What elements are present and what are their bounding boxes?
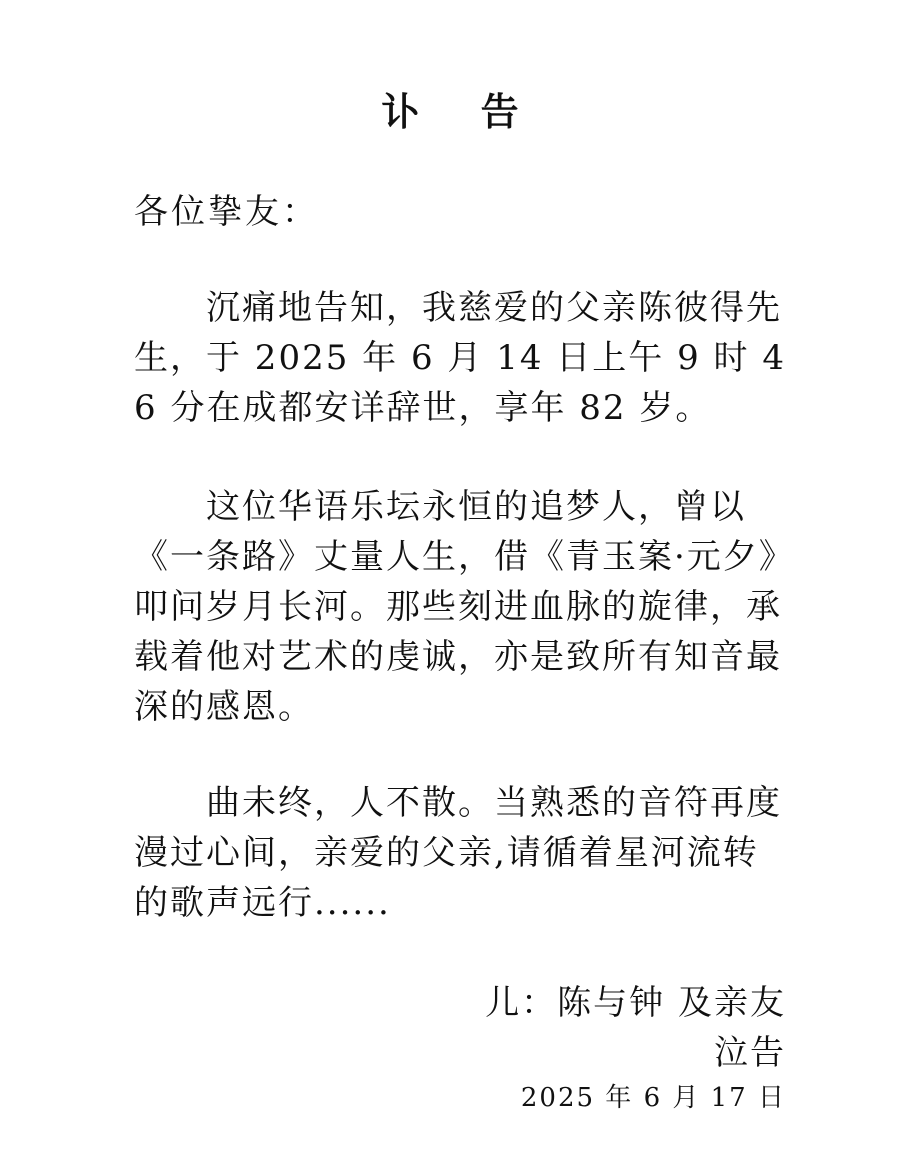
greeting: 各位挚友：: [134, 192, 319, 232]
paragraph-farewell: 曲未终，人不散。当熟悉的音符再度漫过心间，亲爱的父亲,请循着星河流转的歌声远行......: [134, 783, 782, 923]
signature-closing: 泣告: [714, 1033, 786, 1073]
paragraph-announcement: 沉痛地告知，我慈爱的父亲陈彼得先生，于 2025 年 6 月 14 日上午 9 时 46 分在成都安详辞世，享年 82 岁。: [134, 288, 786, 428]
signature-family: 儿：陈与钟 及亲友: [485, 983, 786, 1023]
paragraph-tribute: 这位华语乐坛永恒的追梦人，曾以《一条路》丈量人生，借《青玉案·元夕》叩问岁月长河。那些刻进血脉的旋律，承载着他对艺术的虔诚，亦是致所有知音最深的感恩。: [134, 487, 782, 727]
document-title: 讣 告: [381, 89, 543, 134]
document-date: 2025 年 6 月 17 日: [520, 1083, 786, 1113]
signature-block: [485, 978, 786, 1078]
